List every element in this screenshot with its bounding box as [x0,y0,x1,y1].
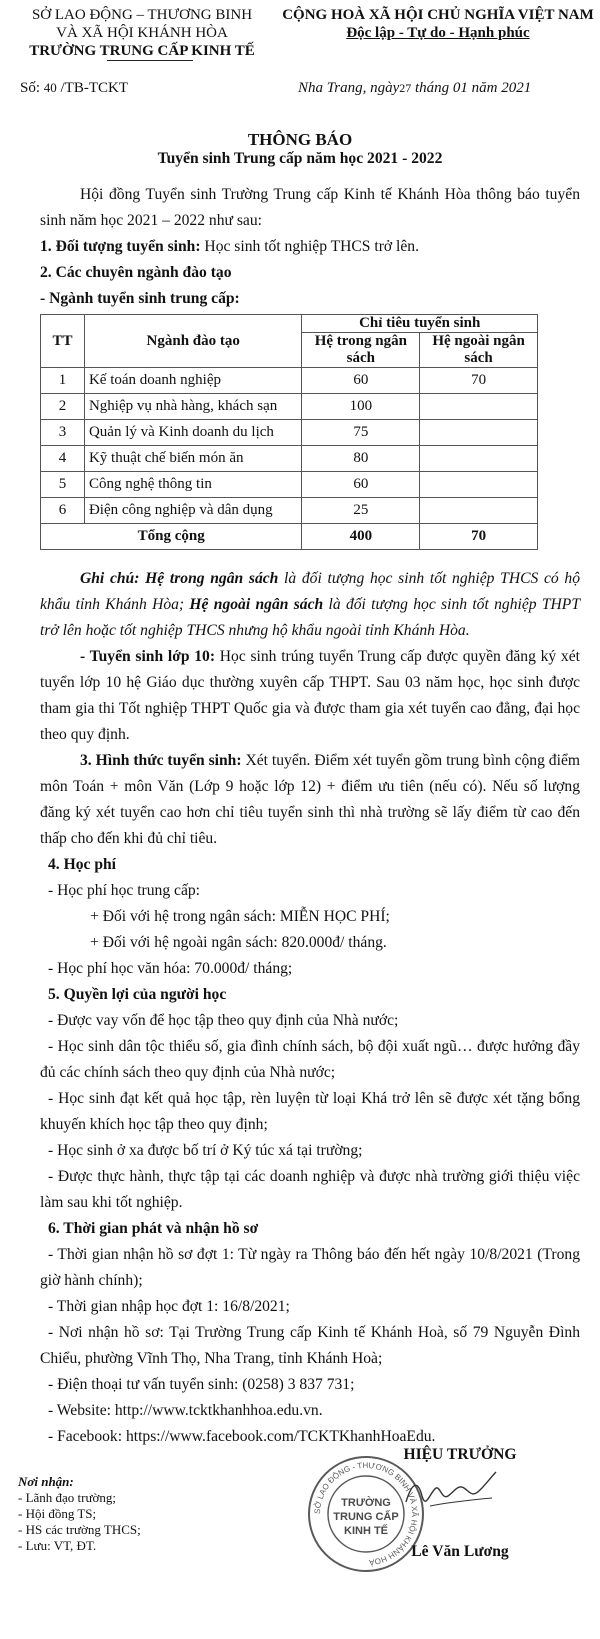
table-row [41,420,538,446]
header-out-budget: Hệ ngoài ngân sách [420,333,538,368]
total-out: 70 [420,524,538,550]
total-in: 400 [302,524,420,550]
table-row [41,446,538,472]
header-major: Ngành đào tạo [84,315,301,368]
section-2-subtitle: - Ngành tuyển sinh trung cấp: [40,290,240,307]
fee-line-4: - Học phí học văn hóa: 70.000đ/ tháng; [48,960,293,977]
issuer-underline [107,60,193,61]
section-6-title: 6. Thời gian phát và nhận hồ sơ [48,1220,259,1237]
schedule-line-1: - Thời gian nhận hồ sơ đợt 1: Từ ngày ra Thông báo đến hết ngày 10/8/2021 (Trong giờ hành chính); [40,1246,580,1289]
table-row [41,368,538,394]
table-total-row [41,524,538,550]
cell-tt: 6 [41,498,85,524]
signature-stroke [406,1472,496,1502]
cell-major: Nghiệp vụ nhà hàng, khách sạn [84,394,301,420]
note-out-budget-text: là đối tượng học sinh tốt nghiệp THPT trở lên hoặc tốt nghiệp THCS nhưng hộ khẩu ngoài tỉnh Khánh Hòa. [40,596,580,639]
seal-center-2: TRUNG CẤP [333,1511,399,1523]
nation-name: CỘNG HOÀ XÃ HỘI CHỦ NGHĨA VIỆT NAM [282,7,594,23]
total-label: Tổng cộng [41,524,302,550]
recipient-item: - Lãnh đạo trường; [18,1490,117,1505]
schedule-line-3: - Nơi nhận hồ sơ: Tại Trường Trung cấp Kinh tế Khánh Hoà, số 79 Nguyễn Đình Chiểu, phường Vĩnh Thọ, Nha Trang, tỉnh Khánh Hoà; [40,1324,580,1367]
table-row [41,472,538,498]
cell-tt: 3 [41,420,85,446]
recipient-item: - Lưu: VT, ĐT. [18,1538,97,1553]
section-5-title: 5. Quyền lợi của người học [48,986,227,1003]
cell-tt: 2 [41,394,85,420]
header-quota: Chỉ tiêu tuyển sinh [302,315,538,333]
schedule-line-2: - Thời gian nhập học đợt 1: 16/8/2021; [48,1298,290,1315]
cell-in: 60 [302,472,420,498]
section-3 [40,748,580,852]
cell-in: 80 [302,446,420,472]
benefit-line-1: - Được vay vốn để học tập theo quy định của Nhà nước; [48,1012,399,1029]
cell-out [420,420,538,446]
doc-number [20,80,128,97]
cell-in: 100 [302,394,420,420]
benefit-line-3: - Học sinh đạt kết quả học tập, rèn luyện từ loại Khá trở lên sẽ được xét tặng bổng khuyến khích học tập theo quy định; [40,1090,580,1133]
cell-tt: 5 [41,472,85,498]
cell-out: 70 [420,368,538,394]
issuer-header [6,6,278,60]
cell-out [420,446,538,472]
section-1 [40,234,419,260]
doc-number-value: 40 [43,80,57,95]
benefit-line-5: - Được thực hành, thực tập tại các doanh nghiệp và được nhà trường giới thiệu việc làm sau khi tốt nghiệp. [40,1168,580,1211]
issuer-school-name: TRƯỜNG TRUNG CẤP KINH TẾ [29,43,255,59]
cell-out [420,498,538,524]
handwritten-signature [400,1462,500,1522]
schedule-line-4: - Điện thoại tư vấn tuyển sinh: (0258) 3 837 731; [48,1376,355,1393]
signature-flourish [430,1498,492,1506]
cell-out [420,394,538,420]
cell-major: Công nghệ thông tin [84,472,301,498]
grade10-label: - Tuyển sinh lớp 10: [80,648,216,665]
cell-in: 60 [302,368,420,394]
fee-line-2: + Đối với hệ trong ngân sách: MIỄN HỌC PHÍ; [90,908,390,925]
signer-name: Lê Văn Lương [411,1543,509,1560]
cell-major: Quản lý và Kinh doanh du lịch [84,420,301,446]
benefit-line-2: - Học sinh dân tộc thiểu số, gia đình chính sách, bộ đội xuất ngũ… được hưởng đầy đủ các chính sách theo quy định của Nhà nước; [40,1038,580,1081]
recipients-title: Nơi nhận: [18,1474,74,1489]
schedule-line-6: - Facebook: https://www.facebook.com/TCKTKhanhHoaEdu. [48,1428,436,1445]
cell-tt: 1 [41,368,85,394]
cell-tt: 4 [41,446,85,472]
schedule-line-5: - Website: http://www.tcktkhanhhoa.edu.vn. [48,1402,323,1419]
header-tt: TT [41,315,85,368]
section-3-text: Xét tuyển. Điểm xét tuyển gồm trung bình cộng điểm môn Toán + môn Văn (Lớp 9 hoặc lớp 12) + điểm ưu tiên (nếu có). Nếu số lượng đăng ký xét tuyển cao hơn chỉ tiêu tuyển sinh thì nhà trường sẽ lấy điểm từ cao đến thấp cho đến khi đủ chỉ tiêu. [40,752,580,847]
section-1-label: 1. Đối tượng tuyển sinh: [40,238,201,255]
cell-in: 75 [302,420,420,446]
header-in-budget: Hệ trong ngân sách [302,333,420,368]
nation-motto: Độc lập - Tự do - Hạnh phúc [346,25,530,41]
fee-line-3: + Đối với hệ ngoài ngân sách: 820.000đ/ tháng. [90,934,387,951]
issuer-line-1: SỞ LAO ĐỘNG – THƯƠNG BINH [31,7,253,23]
seal-ring-textpath: SỞ LAO ĐỘNG - THƯƠNG BINH VÀ XÃ HỘI KHÁNH HOÀ [312,1460,420,1567]
grade10-paragraph [40,644,580,748]
cell-in: 25 [302,498,420,524]
cell-out [420,472,538,498]
cell-major: Kế toán doanh nghiệp [84,368,301,394]
place-date-prefix: Nha Trang, ngày [298,80,400,96]
note-out-budget: Hệ ngoài ngân sách [184,596,324,613]
issuer-school [6,42,278,60]
grade10-text: Học sinh trúng tuyển Trung cấp được quyền đăng ký xét tuyển lớp 10 hệ Giáo dục thường xuyên cấp THPT. Sau 03 năm học, học sinh được tham gia thi Tốt nghiệp THPT Quốc gia và được tham gia xét tuyển cao đẳng, đại học theo quy định. [40,648,580,743]
table-header-row [41,315,538,333]
place-date-day: 27 [399,81,412,95]
national-header [282,6,594,42]
cell-major: Kỹ thuật chế biến món ăn [84,446,301,472]
doc-title: THÔNG BÁO [247,130,353,149]
recipients [18,1474,141,1554]
recipient-item: - Hội đồng TS; [18,1506,97,1521]
cell-major: Điện công nghiệp và dân dụng [84,498,301,524]
section-2-title: 2. Các chuyên ngành đào tạo [40,264,232,281]
signature-title: HIỆU TRƯỞNG [403,1446,517,1463]
place-date-suffix: tháng 01 năm 2021 [411,80,532,96]
doc-number-suffix: /TB-TCKT [56,80,129,96]
seal-center-1: TRƯỜNG [341,1497,391,1509]
note-in-budget-text: là đối tượng học sinh tốt nghiệp THCS có hộ khẩu tỉnh Khánh Hòa; [40,570,581,613]
benefit-line-4: - Học sinh ở xa được bố trí ở Ký túc xá tại trường; [48,1142,363,1159]
section-1-text: Học sinh tốt nghiệp THCS trở lên. [200,238,419,255]
recipient-item: - HS các trường THCS; [18,1522,141,1537]
section-3-label: 3. Hình thức tuyển sinh: [80,752,242,769]
fee-line-1: - Học phí học trung cấp: [48,882,200,899]
seal-center-3: KINH TẾ [344,1525,388,1537]
note-label: Ghi chú: [80,570,140,587]
place-date [298,80,531,97]
section-4-title: 4. Học phí [48,856,117,873]
table-row [41,498,538,524]
intro-paragraph: Hội đồng Tuyển sinh Trường Trung cấp Kinh tế Khánh Hòa thông báo tuyển sinh năm học 2021 – 2022 như sau: [40,186,580,229]
note-in-budget: Hệ trong ngân sách [139,570,279,587]
note-paragraph [40,566,580,644]
doc-number-prefix: Số: [20,80,44,96]
issuer-line-2: VÀ XÃ HỘI KHÁNH HÒA [56,25,228,41]
doc-subtitle: Tuyển sinh Trung cấp năm học 2021 - 2022 [157,150,443,167]
quota-table [40,314,538,550]
table-row [41,394,538,420]
